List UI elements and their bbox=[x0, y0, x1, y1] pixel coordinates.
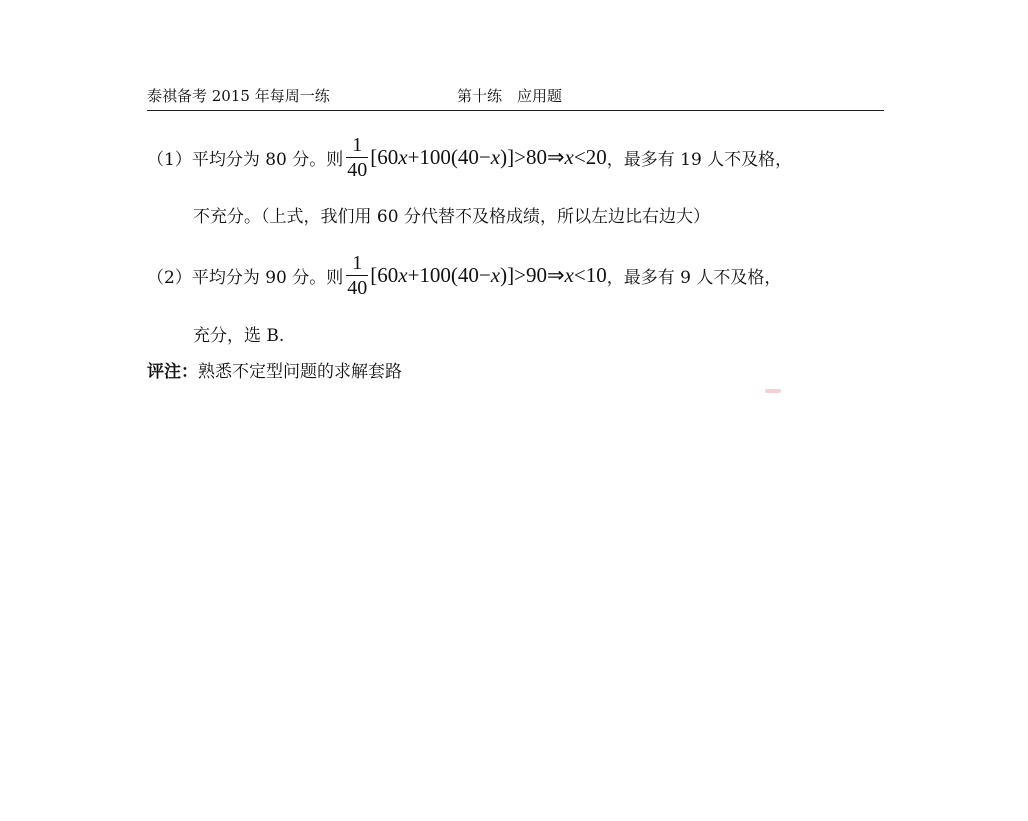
item1-frac-numerator: 1 bbox=[352, 133, 363, 156]
item1-fraction bbox=[346, 134, 368, 181]
item1-tail: ，最多有 19 人不及格， bbox=[606, 149, 793, 170]
note-text: 熟悉不定型问题的求解套路 bbox=[198, 361, 402, 382]
item1-line bbox=[147, 131, 792, 183]
item1-continuation bbox=[193, 202, 710, 226]
item2-frac-denominator: 40 bbox=[347, 276, 368, 299]
header-center-text: 第十练 应用题 bbox=[457, 87, 563, 105]
stray-mark bbox=[765, 389, 781, 393]
header-left-text: 泰祺备考 2015 年每周一练 bbox=[147, 87, 330, 105]
item2-tail: ，最多有 9 人不及格， bbox=[606, 267, 782, 288]
note-label: 评注： bbox=[147, 361, 198, 382]
item2-lead: （2）平均分为 90 分。则 bbox=[147, 267, 344, 288]
item2-fraction bbox=[346, 252, 368, 299]
item2-line bbox=[147, 249, 781, 301]
item1-cont-text: 不充分。（上式，我们用 60 分代替不及格成绩，所以左边比右边大） bbox=[193, 206, 710, 227]
item2-cont-text: 充分，选 B. bbox=[193, 325, 285, 346]
item2-frac-numerator: 1 bbox=[352, 251, 363, 274]
item1-formula: [60x+100(40−x)]>80⇒x<20 bbox=[370, 144, 607, 169]
note-line bbox=[147, 357, 402, 381]
item2-formula: [60x+100(40−x)]>90⇒x<10 bbox=[370, 262, 607, 287]
item2-continuation bbox=[193, 321, 284, 345]
item1-frac-denominator: 40 bbox=[347, 158, 368, 181]
page-header bbox=[147, 86, 884, 111]
item1-lead: （1）平均分为 80 分。则 bbox=[147, 149, 344, 170]
